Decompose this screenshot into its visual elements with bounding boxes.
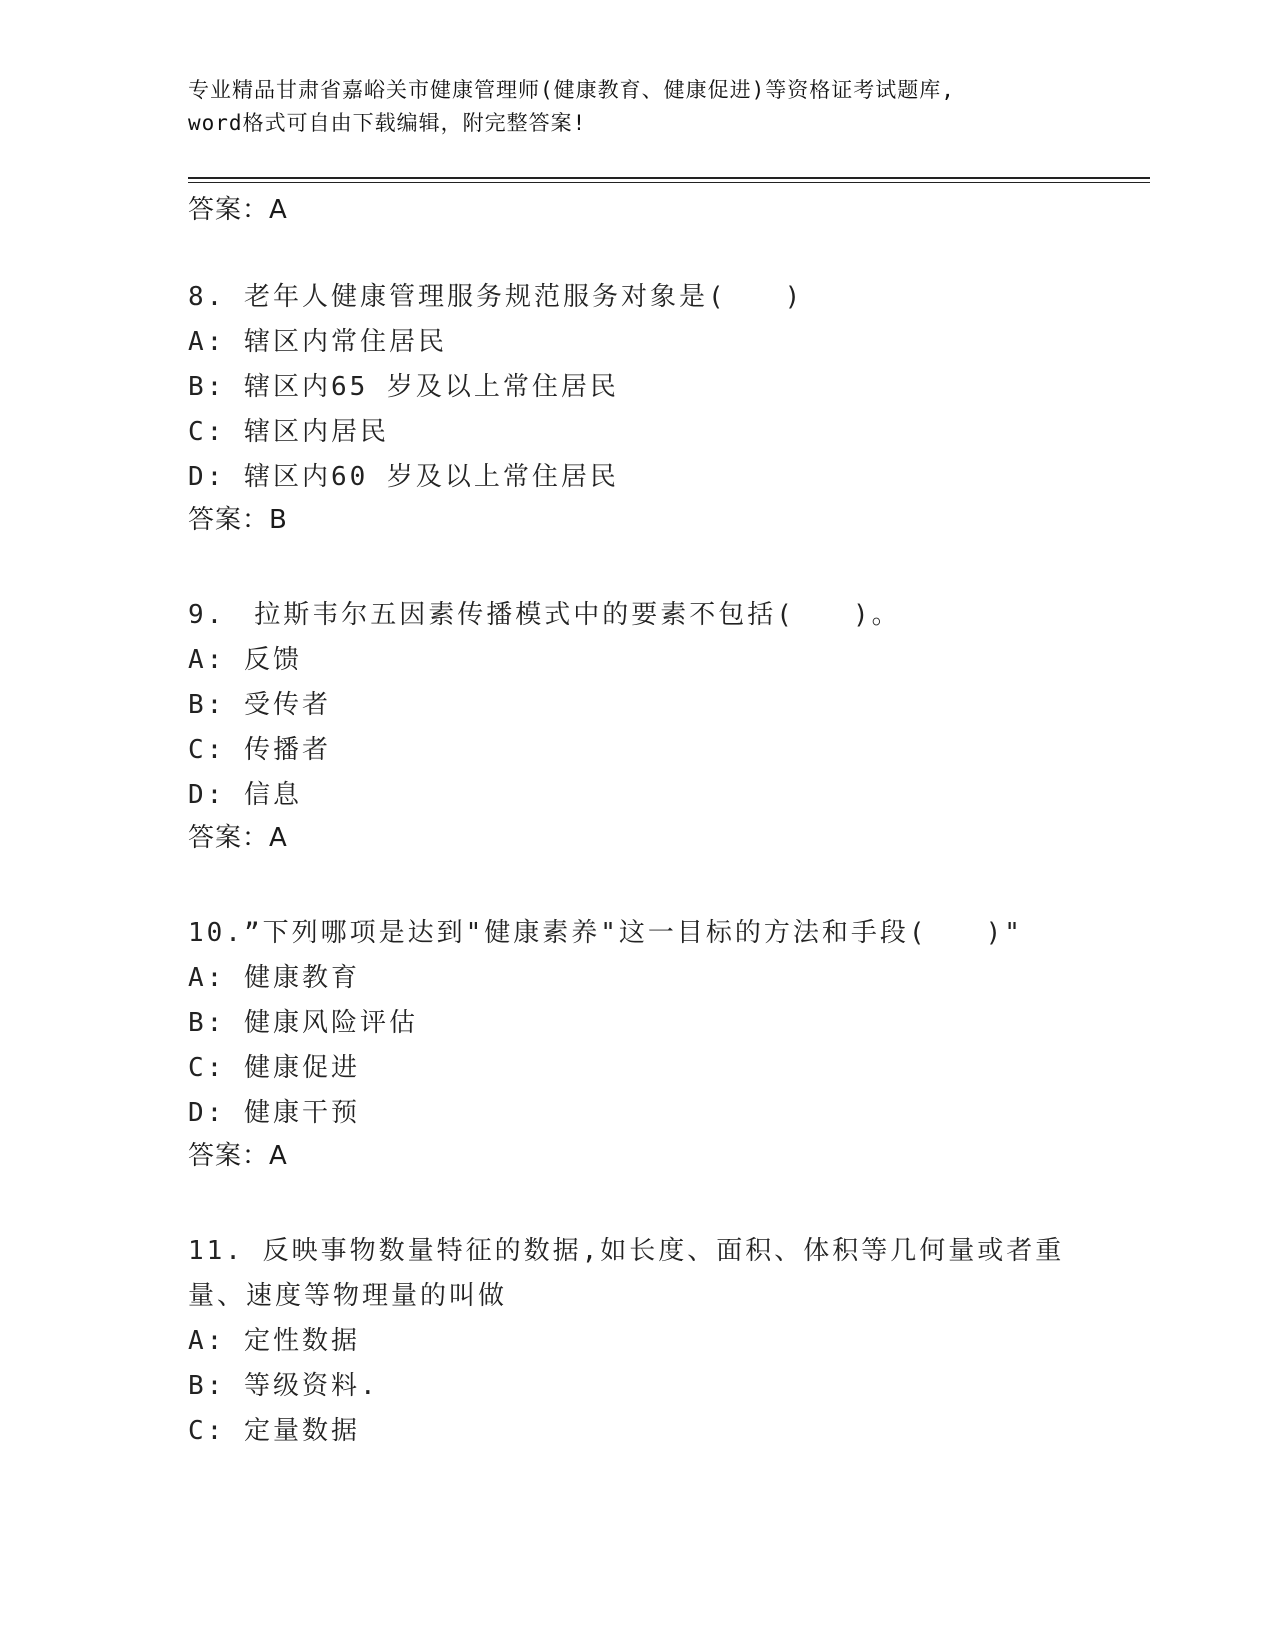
question-block-9 — [188, 593, 1088, 858]
header-line-2: word格式可自由下载编辑，附完整答案! — [188, 111, 587, 135]
option-a: A: 辖区内常住居民 — [188, 327, 447, 357]
document-header — [188, 74, 1088, 140]
question-stem: 10.”下列哪项是达到"健康素养"这一目标的方法和手段( )" — [188, 918, 1023, 948]
answer-line: 答案：B — [188, 505, 288, 535]
question-list — [188, 190, 1088, 1454]
option-c: C: 定量数据 — [188, 1416, 360, 1446]
answer-line: 答案：A — [188, 195, 288, 225]
answer-line: 答案：A — [188, 1141, 288, 1171]
option-b: B: 受传者 — [188, 690, 331, 720]
option-a: A: 定性数据 — [188, 1326, 360, 1356]
option-c: C: 辖区内居民 — [188, 417, 389, 447]
option-b: B: 健康风险评估 — [188, 1008, 418, 1038]
question-stem: 11. 反映事物数量特征的数据,如长度、面积、体积等几何量或者重量、速度等物理量的叫做 — [188, 1236, 1065, 1311]
question-stem: 9. 拉斯韦尔五因素传播模式中的要素不包括( )。 — [188, 600, 901, 630]
question-block-10 — [188, 911, 1088, 1176]
option-d: D: 信息 — [188, 780, 302, 810]
option-c: C: 传播者 — [188, 735, 331, 765]
header-divider-thin — [188, 182, 1150, 183]
question-block-11 — [188, 1229, 1088, 1454]
option-a: A: 反馈 — [188, 645, 302, 675]
option-b: B: 等级资料. — [188, 1371, 379, 1401]
option-d: D: 健康干预 — [188, 1098, 360, 1128]
option-d: D: 辖区内60 岁及以上常住居民 — [188, 462, 619, 492]
header-divider-thick — [188, 177, 1150, 179]
option-a: A: 健康教育 — [188, 963, 360, 993]
header-line-1: 专业精品甘肃省嘉峪关市健康管理师(健康教育、健康促进)等资格证考试题库, — [188, 78, 955, 102]
option-b: B: 辖区内65 岁及以上常住居民 — [188, 372, 619, 402]
answer-line: 答案：A — [188, 823, 288, 853]
option-c: C: 健康促进 — [188, 1053, 360, 1083]
question-block-8 — [188, 275, 1088, 540]
question-stem: 8. 老年人健康管理服务规范服务对象是( ) — [188, 282, 804, 312]
